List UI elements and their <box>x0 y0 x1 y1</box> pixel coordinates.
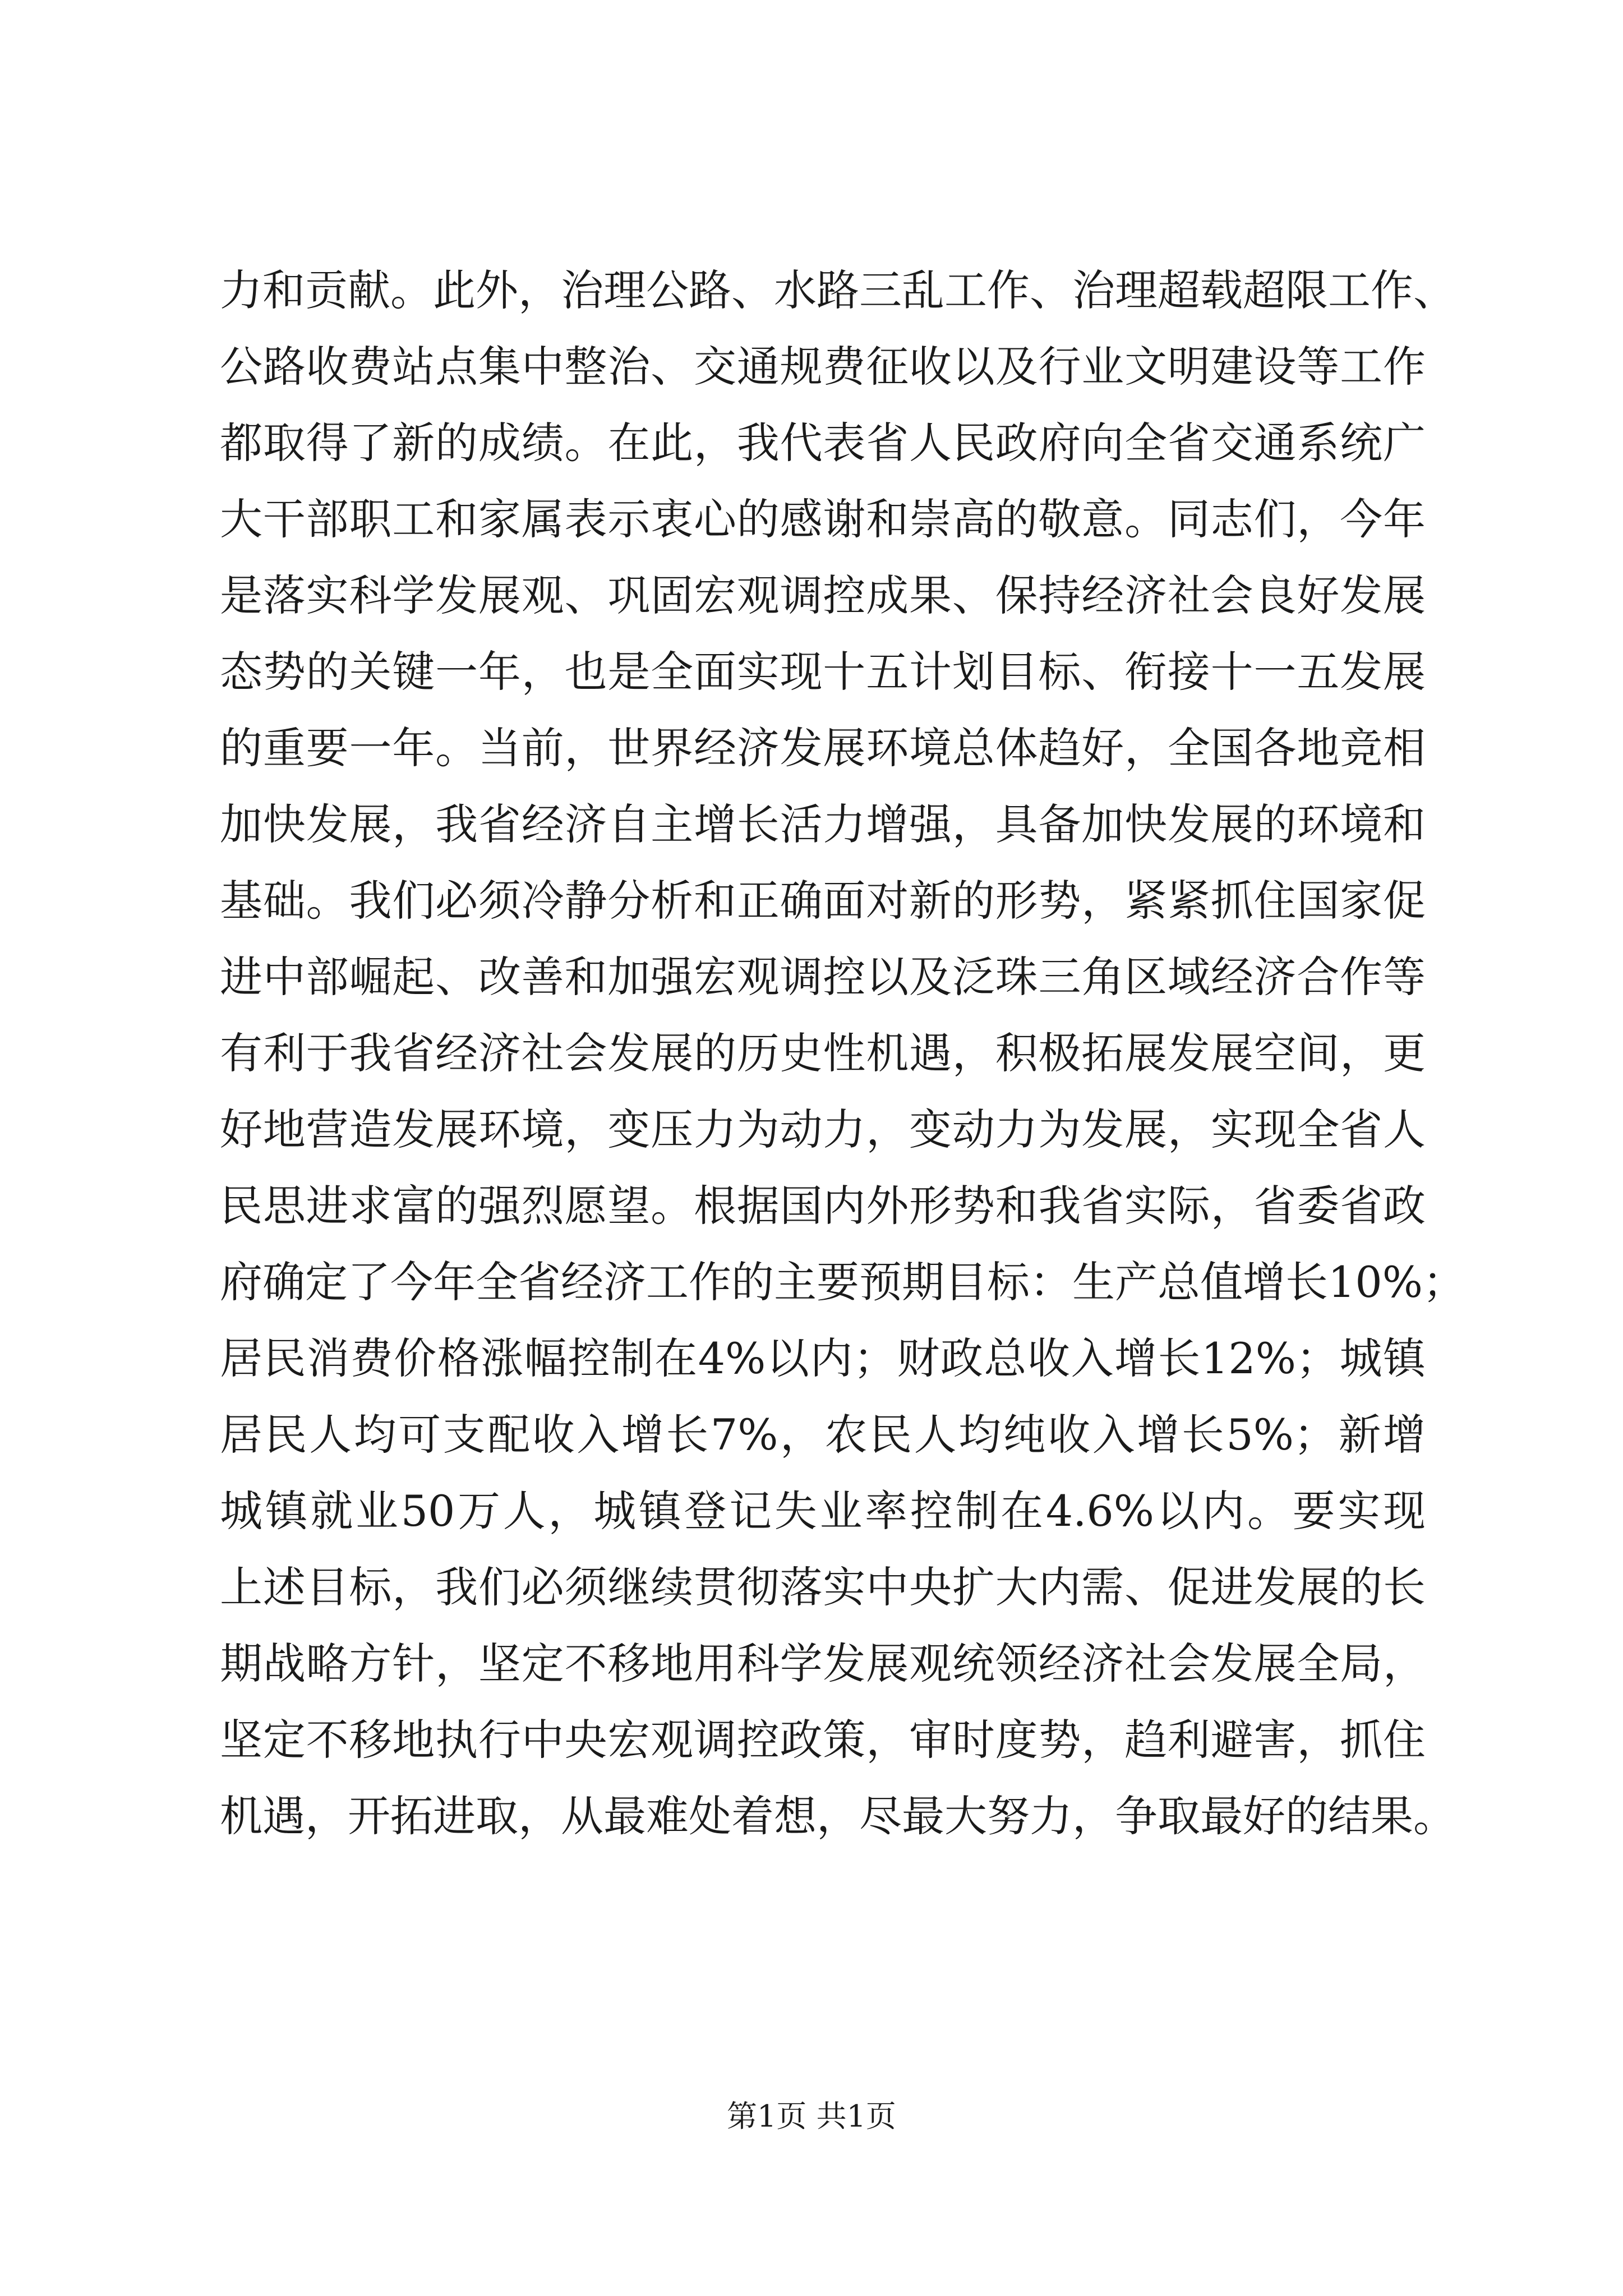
text-line-6: 态势的关键一年，也是全面实现十五计划目标、衔接十一五发展 <box>220 647 1426 697</box>
text-line-18: 上述目标，我们必须继续贯彻落实中央扩大内需、促进发展的长 <box>220 1562 1426 1612</box>
text-line-13: 民思进求富的强烈愿望。根据国内外形势和我省实际，省委省政 <box>220 1181 1426 1231</box>
text-line-2: 公路收费站点集中整治、交通规费征收以及行业文明建设等工作 <box>220 342 1426 392</box>
text-line-12: 好地营造发展环境，变压力为动力，变动力为发展，实现全省人 <box>220 1105 1426 1154</box>
body-paragraph <box>220 252 1465 1855</box>
page-number-label: 第1页 共1页 <box>727 2099 896 2134</box>
text-line-5: 是落实科学发展观、巩固宏观调控成果、保持经济社会良好发展 <box>220 570 1426 620</box>
text-line-17: 城镇就业50万人，城镇登记失业率控制在4.6%以内。要实现 <box>220 1486 1426 1536</box>
text-line-1: 力和贡献。此外，治理公路、水路三乱工作、治理超载超限工作、 <box>220 265 1456 315</box>
text-line-3: 都取得了新的成绩。在此，我代表省人民政府向全省交通系统广 <box>220 418 1426 468</box>
text-line-16: 居民人均可支配收入增长7%，农民人均纯收入增长5%；新增 <box>220 1410 1426 1460</box>
text-line-9: 基础。我们必须冷静分析和正确面对新的形势，紧紧抓住国家促 <box>220 876 1426 926</box>
text-line-14: 府确定了今年全省经济工作的主要预期目标：生产总值增长10%； <box>220 1257 1465 1307</box>
text-line-20: 坚定不移地执行中央宏观调控政策，审时度势，趋利避害，抓住 <box>220 1715 1426 1765</box>
text-line-8: 加快发展，我省经济自主增长活力增强，具备加快发展的环境和 <box>220 799 1426 849</box>
text-line-7: 的重要一年。当前，世界经济发展环境总体趋好，全国各地竞相 <box>220 723 1426 773</box>
text-line-15: 居民消费价格涨幅控制在4%以内；财政总收入增长12%；城镇 <box>220 1333 1426 1383</box>
page-footer <box>0 2097 1623 2136</box>
text-line-19: 期战略方针，坚定不移地用科学发展观统领经济社会发展全局， <box>220 1639 1426 1688</box>
text-line-21: 机遇，开拓进取，从最难处着想，尽最大努力，争取最好的结果。 <box>220 1791 1456 1841</box>
text-line-4: 大干部职工和家属表示衷心的感谢和崇高的敬意。同志们，今年 <box>220 494 1426 544</box>
text-line-10: 进中部崛起、改善和加强宏观调控以及泛珠三角区域经济合作等 <box>220 952 1426 1002</box>
text-line-11: 有利于我省经济社会发展的历史性机遇，积极拓展发展空间，更 <box>220 1028 1426 1078</box>
